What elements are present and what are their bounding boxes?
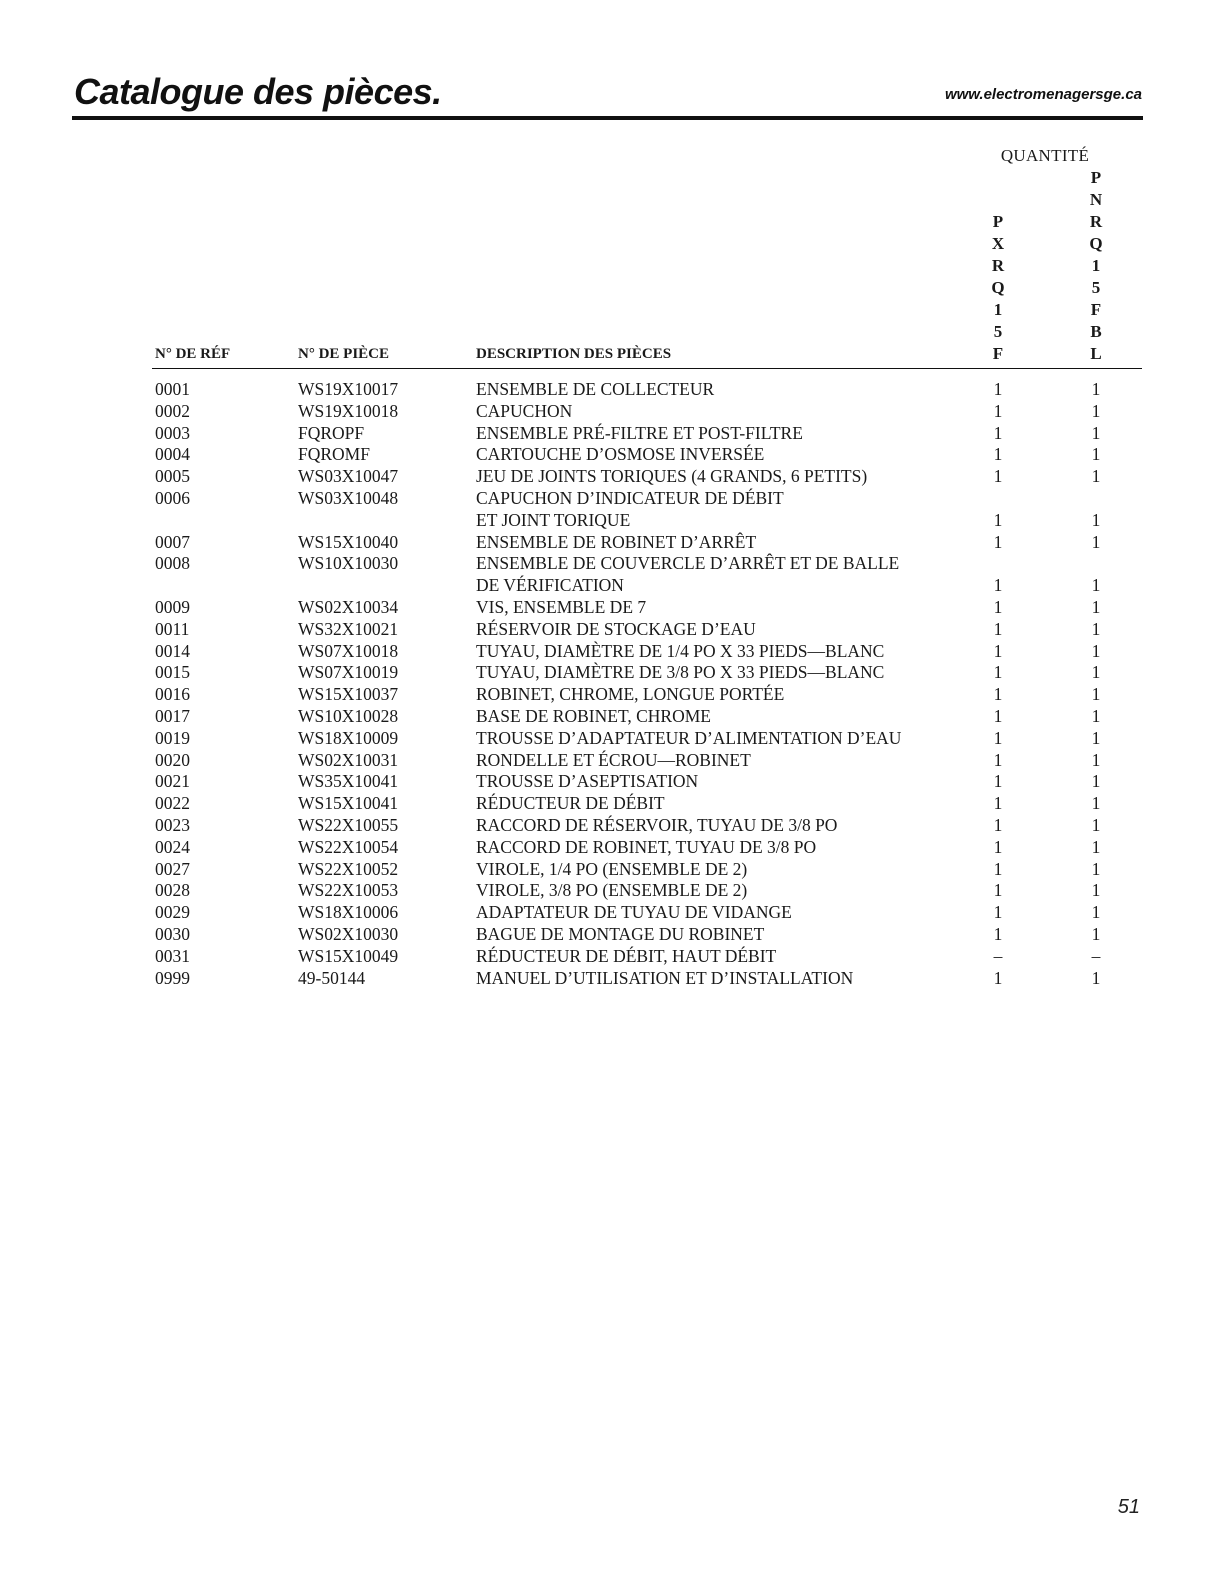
description-cell: CARTOUCHE D’OSMOSE INVERSÉE bbox=[476, 444, 765, 465]
description-cell: MANUEL D’UTILISATION ET D’INSTALLATION bbox=[476, 967, 854, 988]
table-row bbox=[0, 662, 1224, 684]
quantity-b-cell: 1 bbox=[1091, 858, 1101, 879]
table-row bbox=[0, 793, 1224, 815]
quantity-a-cell: 1 bbox=[993, 596, 1003, 617]
description-cell: ET JOINT TORIQUE bbox=[476, 509, 631, 530]
ref-number-cell: 0024 bbox=[155, 836, 190, 857]
qty-a-char: F bbox=[992, 344, 1004, 363]
ref-number-cell: 0020 bbox=[155, 749, 190, 770]
ref-number-cell: 0001 bbox=[155, 379, 190, 399]
description-cell: CAPUCHON bbox=[476, 400, 573, 421]
description-cell: JEU DE JOINTS TORIQUES (4 GRANDS, 6 PETITS) bbox=[476, 466, 868, 487]
qty-b-char: R bbox=[1089, 212, 1103, 231]
ref-number-cell: 0015 bbox=[155, 662, 190, 683]
description-cell: ENSEMBLE DE ROBINET D’ARRÊT bbox=[476, 531, 757, 552]
ref-number-cell: 0011 bbox=[155, 618, 190, 639]
ref-number-cell: 0021 bbox=[155, 771, 190, 792]
part-number-cell: WS10X10028 bbox=[298, 705, 399, 726]
table-row bbox=[0, 728, 1224, 750]
ref-number-cell: 0003 bbox=[155, 422, 190, 443]
quantity-b-cell: 1 bbox=[1091, 400, 1101, 421]
part-number-cell: WS03X10048 bbox=[298, 487, 399, 508]
quantity-b-cell: 1 bbox=[1091, 509, 1101, 530]
table-row bbox=[0, 466, 1224, 488]
description-cell: ENSEMBLE DE COLLECTEUR bbox=[476, 379, 715, 399]
table-row bbox=[0, 619, 1224, 641]
part-number-cell: WS18X10009 bbox=[298, 727, 399, 748]
quantity-a-cell: 1 bbox=[993, 836, 1003, 857]
quantity-a-cell: 1 bbox=[993, 749, 1003, 770]
quantity-b-cell: 1 bbox=[1091, 727, 1101, 748]
quantity-a-cell: 1 bbox=[993, 967, 1003, 988]
description-cell: VIROLE, 1/4 PO (ENSEMBLE DE 2) bbox=[476, 858, 748, 879]
table-row bbox=[0, 401, 1224, 423]
quantity-a-cell: 1 bbox=[993, 923, 1003, 944]
qty-a-char: 5 bbox=[993, 322, 1003, 341]
description-cell: BAGUE DE MONTAGE DU ROBINET bbox=[476, 923, 765, 944]
table-row bbox=[0, 815, 1224, 837]
table-row bbox=[0, 641, 1224, 663]
description-cell: DE VÉRIFICATION bbox=[476, 575, 624, 596]
title-divider bbox=[72, 116, 1143, 120]
qty-b-char: 1 bbox=[1091, 256, 1101, 275]
ref-number-cell: 0002 bbox=[155, 400, 190, 421]
quantity-a-cell: 1 bbox=[993, 400, 1003, 421]
part-number-cell: WS02X10030 bbox=[298, 923, 399, 944]
description-cell: VIS, ENSEMBLE DE 7 bbox=[476, 596, 647, 617]
quantity-b-cell: 1 bbox=[1091, 466, 1101, 487]
description-cell: RÉDUCTEUR DE DÉBIT bbox=[476, 793, 665, 814]
description-cell: ENSEMBLE PRÉ-FILTRE ET POST-FILTRE bbox=[476, 422, 803, 443]
quantity-b-cell: 1 bbox=[1091, 618, 1101, 639]
quantity-a-cell: 1 bbox=[993, 727, 1003, 748]
part-number-cell: WS07X10018 bbox=[298, 640, 399, 661]
quantity-a-cell: 1 bbox=[993, 531, 1003, 552]
part-number-cell: WS19X10018 bbox=[298, 400, 399, 421]
quantity-a-cell: 1 bbox=[993, 640, 1003, 661]
quantity-b-cell: 1 bbox=[1091, 684, 1101, 705]
quantity-a-cell: 1 bbox=[993, 509, 1003, 530]
part-number-cell: FQROPF bbox=[298, 422, 365, 443]
qty-b-char: P bbox=[1090, 168, 1102, 187]
part-number-cell: WS15X10040 bbox=[298, 531, 399, 552]
quantity-b-cell: 1 bbox=[1091, 923, 1101, 944]
qty-b-char: L bbox=[1090, 344, 1102, 363]
table-row bbox=[0, 597, 1224, 619]
description-cell: ADAPTATEUR DE TUYAU DE VIDANGE bbox=[476, 902, 792, 923]
quantity-heading: QUANTITÉ bbox=[1000, 146, 1090, 165]
description-cell: CAPUCHON D’INDICATEUR DE DÉBIT bbox=[476, 487, 784, 508]
quantity-a-cell: 1 bbox=[993, 793, 1003, 814]
ref-number-cell: 0007 bbox=[155, 531, 190, 552]
part-number-cell: WS15X10037 bbox=[298, 684, 399, 705]
description-cell: ENSEMBLE DE COUVERCLE D’ARRÊT ET DE BALLE bbox=[476, 553, 900, 574]
part-number-cell: WS03X10047 bbox=[298, 466, 399, 487]
qty-a-char: X bbox=[991, 234, 1005, 253]
table-row bbox=[0, 771, 1224, 793]
quantity-b-cell: 1 bbox=[1091, 422, 1101, 443]
description-cell: RACCORD DE RÉSERVOIR, TUYAU DE 3/8 PO bbox=[476, 814, 838, 835]
table-row bbox=[0, 946, 1224, 968]
quantity-b-cell: 1 bbox=[1091, 379, 1101, 399]
table-row bbox=[0, 532, 1224, 554]
table-row bbox=[0, 859, 1224, 881]
part-number-cell: WS22X10053 bbox=[298, 880, 399, 901]
quantity-b-cell: 1 bbox=[1091, 749, 1101, 770]
ref-number-cell: 0028 bbox=[155, 880, 190, 901]
qty-a-char: P bbox=[992, 212, 1004, 231]
qty-b-char: B bbox=[1090, 322, 1102, 341]
description-cell: TUYAU, DIAMÈTRE DE 3/8 PO X 33 PIEDS—BLANC bbox=[476, 662, 885, 683]
quantity-a-cell: 1 bbox=[993, 858, 1003, 879]
ref-number-cell: 0005 bbox=[155, 466, 190, 487]
ref-number-cell: 0004 bbox=[155, 444, 190, 465]
quantity-a-cell: 1 bbox=[993, 466, 1003, 487]
quantity-a-cell: 1 bbox=[993, 705, 1003, 726]
description-cell: RÉDUCTEUR DE DÉBIT, HAUT DÉBIT bbox=[476, 945, 777, 966]
quantity-a-cell: 1 bbox=[993, 379, 1003, 399]
description-cell: VIROLE, 3/8 PO (ENSEMBLE DE 2) bbox=[476, 880, 748, 901]
ref-number-cell: 0999 bbox=[155, 967, 190, 988]
part-number-cell: WS15X10049 bbox=[298, 945, 399, 966]
quantity-b-cell: 1 bbox=[1091, 531, 1101, 552]
header-description: DESCRIPTION DES PIÈCES bbox=[476, 346, 672, 362]
quantity-column-b-label bbox=[1082, 167, 1110, 365]
ref-number-cell: 0030 bbox=[155, 923, 190, 944]
description-cell: BASE DE ROBINET, CHROME bbox=[476, 705, 711, 726]
part-number-cell: WS02X10031 bbox=[298, 749, 399, 770]
description-cell: TROUSSE D’ADAPTATEUR D’ALIMENTATION D’EAU bbox=[476, 727, 902, 748]
quantity-b-cell: 1 bbox=[1091, 771, 1101, 792]
part-number-cell: WS07X10019 bbox=[298, 662, 399, 683]
part-number-cell: WS22X10054 bbox=[298, 836, 399, 857]
qty-b-char: N bbox=[1089, 190, 1103, 209]
quantity-a-cell: 1 bbox=[993, 618, 1003, 639]
parts-table-body bbox=[0, 379, 1224, 989]
qty-b-char: 5 bbox=[1091, 278, 1101, 297]
ref-number-cell: 0009 bbox=[155, 596, 190, 617]
quantity-a-cell: 1 bbox=[993, 662, 1003, 683]
quantity-a-cell: 1 bbox=[993, 422, 1003, 443]
page-number: 51 bbox=[1117, 1496, 1140, 1518]
quantity-b-cell: 1 bbox=[1091, 880, 1101, 901]
qty-a-char: Q bbox=[991, 278, 1005, 297]
description-cell: TROUSSE D’ASEPTISATION bbox=[476, 771, 699, 792]
quantity-a-cell: 1 bbox=[993, 575, 1003, 596]
ref-number-cell: 0016 bbox=[155, 684, 190, 705]
quantity-b-cell: 1 bbox=[1091, 967, 1101, 988]
table-row bbox=[0, 837, 1224, 859]
quantity-a-cell: 1 bbox=[993, 444, 1003, 465]
qty-b-char: F bbox=[1090, 300, 1102, 319]
header-part-number: N° DE PIÈCE bbox=[298, 346, 390, 362]
part-number-cell: WS19X10017 bbox=[298, 379, 399, 399]
part-number-cell: WS15X10041 bbox=[298, 793, 399, 814]
description-cell: RACCORD DE ROBINET, TUYAU DE 3/8 PO bbox=[476, 836, 817, 857]
quantity-a-cell: 1 bbox=[993, 771, 1003, 792]
table-row bbox=[0, 510, 1224, 532]
qty-b-char: Q bbox=[1089, 234, 1103, 253]
ref-number-cell: 0019 bbox=[155, 727, 190, 748]
table-row bbox=[0, 902, 1224, 924]
quantity-a-cell: – bbox=[993, 945, 1003, 966]
part-number-cell: WS22X10055 bbox=[298, 814, 399, 835]
part-number-cell: 49-50144 bbox=[298, 967, 366, 988]
page-title: Catalogue des pièces. bbox=[74, 71, 442, 112]
part-number-cell: WS32X10021 bbox=[298, 618, 399, 639]
part-number-cell: WS22X10052 bbox=[298, 858, 399, 879]
description-cell: ROBINET, CHROME, LONGUE PORTÉE bbox=[476, 684, 785, 705]
ref-number-cell: 0029 bbox=[155, 902, 190, 923]
quantity-b-cell: 1 bbox=[1091, 596, 1101, 617]
ref-number-cell: 0014 bbox=[155, 640, 190, 661]
quantity-a-cell: 1 bbox=[993, 880, 1003, 901]
table-row bbox=[0, 968, 1224, 990]
quantity-b-cell: 1 bbox=[1091, 836, 1101, 857]
part-number-cell: WS02X10034 bbox=[298, 596, 399, 617]
quantity-a-cell: 1 bbox=[993, 814, 1003, 835]
table-row bbox=[0, 379, 1224, 401]
quantity-b-cell: 1 bbox=[1091, 793, 1101, 814]
website-url: www.electromenagersge.ca bbox=[944, 86, 1142, 103]
part-number-cell: WS10X10030 bbox=[298, 553, 399, 574]
table-row bbox=[0, 880, 1224, 902]
ref-number-cell: 0006 bbox=[155, 487, 190, 508]
table-row bbox=[0, 444, 1224, 466]
quantity-b-cell: 1 bbox=[1091, 575, 1101, 596]
part-number-cell: WS35X10041 bbox=[298, 771, 399, 792]
ref-number-cell: 0022 bbox=[155, 793, 190, 814]
table-row bbox=[0, 924, 1224, 946]
quantity-a-cell: 1 bbox=[993, 902, 1003, 923]
ref-number-cell: 0027 bbox=[155, 858, 190, 879]
ref-number-cell: 0017 bbox=[155, 705, 190, 726]
qty-a-char: 1 bbox=[993, 300, 1003, 319]
description-cell: TUYAU, DIAMÈTRE DE 1/4 PO X 33 PIEDS—BLANC bbox=[476, 640, 885, 661]
header-divider bbox=[152, 368, 1142, 369]
quantity-column-a-label bbox=[984, 211, 1012, 365]
quantity-b-cell: 1 bbox=[1091, 444, 1101, 465]
quantity-b-cell: 1 bbox=[1091, 902, 1101, 923]
quantity-b-cell: 1 bbox=[1091, 705, 1101, 726]
table-row bbox=[0, 684, 1224, 706]
ref-number-cell: 0023 bbox=[155, 814, 190, 835]
description-cell: RONDELLE ET ÉCROU—ROBINET bbox=[476, 749, 751, 770]
ref-number-cell: 0008 bbox=[155, 553, 190, 574]
part-number-cell: WS18X10006 bbox=[298, 902, 399, 923]
qty-a-char: R bbox=[991, 256, 1005, 275]
quantity-b-cell: – bbox=[1091, 945, 1101, 966]
quantity-a-cell: 1 bbox=[993, 684, 1003, 705]
quantity-b-cell: 1 bbox=[1091, 814, 1101, 835]
table-row bbox=[0, 750, 1224, 772]
part-number-cell: FQROMF bbox=[298, 444, 370, 465]
header-ref-number: N° DE RÉF bbox=[155, 346, 231, 362]
table-row bbox=[0, 706, 1224, 728]
description-cell: RÉSERVOIR DE STOCKAGE D’EAU bbox=[476, 618, 756, 639]
ref-number-cell: 0031 bbox=[155, 945, 190, 966]
quantity-b-cell: 1 bbox=[1091, 640, 1101, 661]
table-row bbox=[0, 488, 1224, 510]
table-row bbox=[0, 423, 1224, 445]
quantity-b-cell: 1 bbox=[1091, 662, 1101, 683]
table-row bbox=[0, 553, 1224, 575]
table-row bbox=[0, 575, 1224, 597]
